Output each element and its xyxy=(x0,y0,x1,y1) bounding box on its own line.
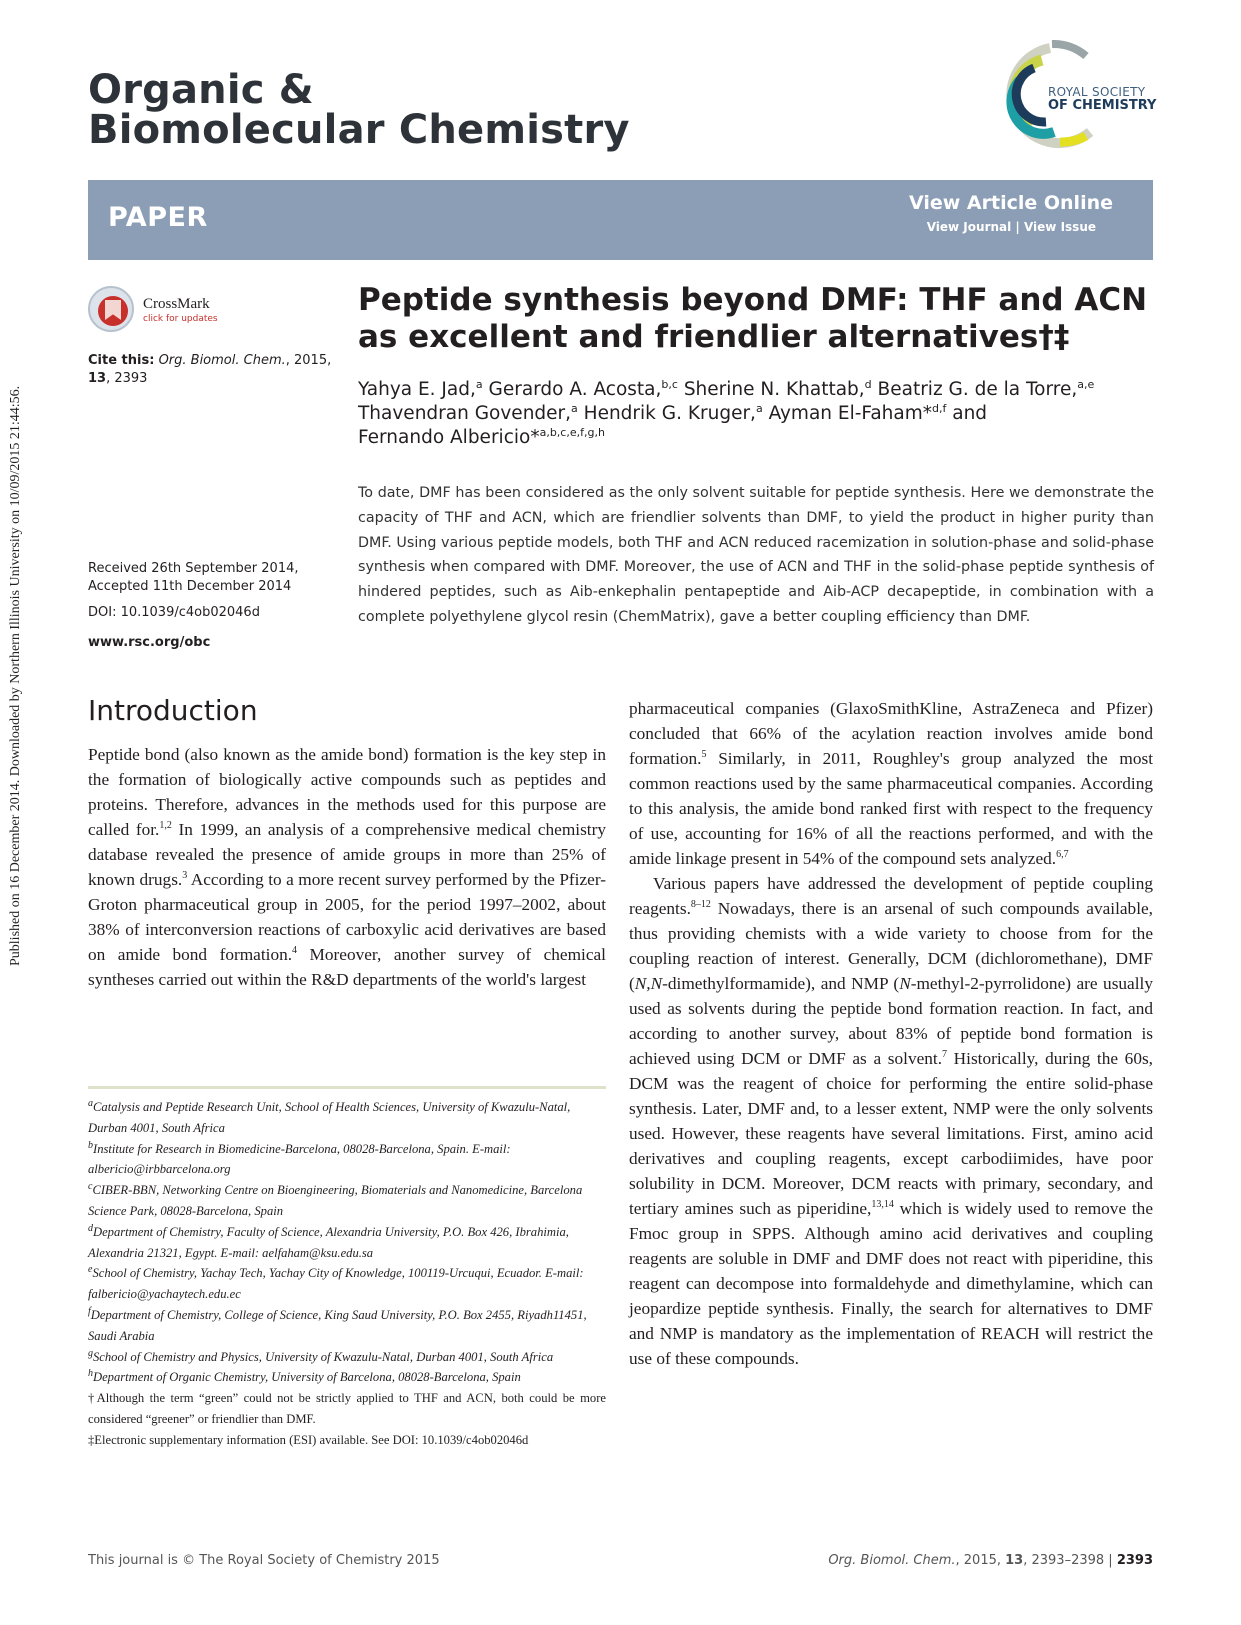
footnote-ddagger: ‡Electronic supplementary information (ESI) available. See DOI: 10.1039/c4ob02046d xyxy=(88,1432,529,1447)
article-title: Peptide synthesis beyond DMF: THF and ACN as excellent and friendlier alternatives†‡ xyxy=(358,282,1148,355)
footer-citation: Org. Biomol. Chem., 2015, 13, 2393–2398 | 2393 xyxy=(828,1553,1153,1568)
footnote: $^e$School of Chemistry, Yachay Tech, Yachay City of Knowledge, 100119-Urcuqui, Ecuador. E-mail: falbericio@yachaytech.edu.ec xyxy=(88,1264,584,1302)
doi[interactable]: DOI: 10.1039/c4ob02046d xyxy=(88,605,260,620)
view-article-online-link[interactable]: View Article Online xyxy=(909,192,1113,214)
footer-journal: Org. Biomol. Chem. xyxy=(828,1553,956,1568)
rsc-line1: ROYAL SOCIETY xyxy=(1048,85,1146,99)
footnote: $^g$School of Chemistry and Physics, University of Kwazulu-Natal, Durban 4001, South Africa xyxy=(88,1347,554,1364)
author: Yahya E. Jad, xyxy=(358,379,476,400)
intro-column-2 xyxy=(629,696,1153,1371)
abstract: To date, DMF has been considered as the only solvent suitable for peptide synthesis. Here we demonstrate the capacity of THF and ACN, which are friendlier solvents than DMF, to yield the product in higher purity than DMF. Using various peptide models, both THF and ACN reduced racemization in solution-phase and solid-phase synthesis when compared with DMF. Moreover, the use of ACN and THF in the solid-phase peptide synthesis of hindered peptides, such as Aib-enkephalin pentapeptide and Aib-ACP decapeptide, in combination with a complete polyethylene glycol resin (ChemMatrix), gave a better coupling efficiency than DMF. xyxy=(358,485,1154,625)
author: Hendrik G. Kruger, xyxy=(577,403,756,424)
crossmark-label: CrossMark xyxy=(143,296,210,312)
author: Ayman El-Faham* xyxy=(762,403,932,424)
author: Thavendran Govender, xyxy=(358,403,572,424)
page-number: 2393 xyxy=(1116,1553,1153,1568)
author: Gerardo A. Acosta, xyxy=(482,379,662,400)
footnote: $^c$CIBER-BBN, Networking Centre on Bioengineering, Biomaterials and Nanomedicine, Barcelona Science Park, 08028-Barcelona, Spain xyxy=(88,1181,583,1218)
received-date: Received 26th September 2014, xyxy=(88,561,299,576)
cite-label: Cite this: xyxy=(88,353,155,368)
intro-column-1 xyxy=(88,742,606,992)
author-list: Yahya E. Jad,$^a$ Gerardo A. Acosta,$^{b,c}$ Sherine N. Khattab,$^d$ Beatriz G. de la Torre,$^{a,e}$ Thavendran Govender,$^a$ Hendrik G. Kruger,$^a$ Ayman El-Faham*$^{d,f}$ and Fernando Albericio*$^{a,b,c,e,f,g,h}$ xyxy=(358,377,1095,448)
view-journal-issue-links[interactable]: View Journal | View Issue xyxy=(926,220,1096,234)
footnote: $^a$Catalysis and Peptide Research Unit, School of Health Sciences, University of Kwazulu-Natal, Durban 4001, South Africa xyxy=(88,1097,571,1135)
journal-url[interactable]: www.rsc.org/obc xyxy=(88,635,211,650)
crossmark-sub: click for updates xyxy=(143,314,218,324)
accepted-date: Accepted 11th December 2014 xyxy=(88,579,292,594)
paragraph: pharmaceutical companies (GlaxoSmithKline, AstraZeneca and Pfizer) concluded that 66% of the acylation reaction involves amide bond formation.$^5$ Similarly, in 2011, Roughley's group analyzed the most common reactions used by the same pharmaceutical companies. According to this analysis, the amide bond ranked first with respect to the frequency of use, accounting for 16% of all the reactions performed, and with the amide linkage present in 54% of the compound sets analyzed.$^{6,7}$ xyxy=(629,699,1153,868)
cite-volume: 13 xyxy=(88,371,107,386)
paper-banner xyxy=(88,180,1153,260)
cite-year: , 2015, xyxy=(285,353,332,368)
cite-journal: Org. Biomol. Chem. xyxy=(158,353,286,368)
footer-copyright: This journal is © The Royal Society of Chemistry 2015 xyxy=(88,1553,440,1568)
author: Sherine N. Khattab, xyxy=(677,379,865,400)
section-label: PAPER xyxy=(108,202,208,233)
journal-title-line1: Organic & xyxy=(88,67,314,113)
crossmark-icon xyxy=(88,286,134,332)
footnote: $^h$Department of Organic Chemistry, University of Barcelona, 08028-Barcelona, Spain xyxy=(88,1368,521,1385)
cite-page: , 2393 xyxy=(106,371,148,386)
journal-title[interactable] xyxy=(88,67,630,153)
download-note: Published on 16 December 2014. Downloaded by Northern Illinois University on 10/09/2015 21:44:56. xyxy=(8,385,23,966)
author: Beatriz G. de la Torre, xyxy=(871,379,1078,400)
journal-title-line2: Biomolecular Chemistry xyxy=(88,107,630,153)
footnote-divider xyxy=(88,1086,606,1089)
footnote: $^b$Institute for Research in Biomedicine-Barcelona, 08028-Barcelona, Spain. E-mail: albericio@irbbarcelona.org xyxy=(88,1139,511,1177)
author-and: and xyxy=(946,403,988,424)
paragraph: Peptide bond (also known as the amide bond) formation is the key step in the formation of biologically active compounds such as peptides and proteins. Therefore, advances in the methods used for this purpose are called for.$^{1,2}$ In 1999, an analysis of a comprehensive medical chemistry database revealed the presence of amide groups in more than 25% of known drugs.$^3$ According to a more recent survey performed by the Pfizer-Groton pharmaceutical group in 2005, for the period 1997–2002, about 38% of interconversion reactions of carboxylic acid derivatives are based on amide bond formation.$^4$ Moreover, another survey of chemical syntheses carried out within the R&D departments of the world's largest xyxy=(88,745,606,989)
crossmark-badge[interactable] xyxy=(88,286,228,336)
author: Fernando Albericio* xyxy=(358,427,540,448)
footnote: $^f$Department of Chemistry, College of Science, King Saud University, P.O. Box 2455, Riyadh11451, Saudi Arabia xyxy=(88,1305,587,1343)
rsc-line2: OF CHEMISTRY xyxy=(1048,98,1157,113)
footnote: $^d$Department of Chemistry, Faculty of Science, Alexandria University, P.O. Box 426, Ibrahimia, Alexandria 21321, Egypt. E-mail: aelfaham@ksu.edu.sa xyxy=(88,1222,569,1260)
citation xyxy=(88,352,338,388)
affiliation-footnotes xyxy=(88,1097,606,1451)
paragraph: Various papers have addressed the development of peptide coupling reagents.$^{8-12}$ Nowadays, there is an arsenal of such compounds available, thus providing chemists with a wide variety to choose from for the coupling reaction of interest. Generally, DCM (dichloromethane), DMF (N,N-dimethylformamide), and NMP (N-methyl-2-pyrrolidone) are usually used as solvents during the peptide bond formation reaction. In fact, and according to another survey, about 83% of peptide bond formation is achieved using DCM or DMF as a solvent.$^7$ Historically, during the 60s, DCM was the reagent of choice for performing the entire solid-phase synthesis. Later, DMF and, to a lesser extent, NMP were the only solvents used. However, these reagents have several limitations. First, amino acid derivatives and coupling reagents, except carbodiimides, have poor solubility in DCM. Moreover, DCM reacts with primary, secondary, and tertiary amines such as piperidine,$^{13,14}$ which is widely used to remove the Fmoc group in SPPS. Although amino acid derivatives and coupling reagents are soluble in DMF and DMF does not react with piperidine, this reagent can decompose into formaldehyde and dimethylamine, which can jeopardize peptide synthesis. Finally, the search for alternatives to DMF and NMP is mandatory as the implementation of REACH will restrict the use of these compounds. xyxy=(629,874,1154,1368)
rsc-wordmark xyxy=(1048,86,1156,112)
received-dates xyxy=(88,560,338,596)
footnote-dagger: †Although the term “green” could not be strictly applied to THF and ACN, both could be more considered “greener” or friendlier than DMF. xyxy=(88,1391,606,1426)
section-heading-introduction: Introduction xyxy=(88,694,258,727)
